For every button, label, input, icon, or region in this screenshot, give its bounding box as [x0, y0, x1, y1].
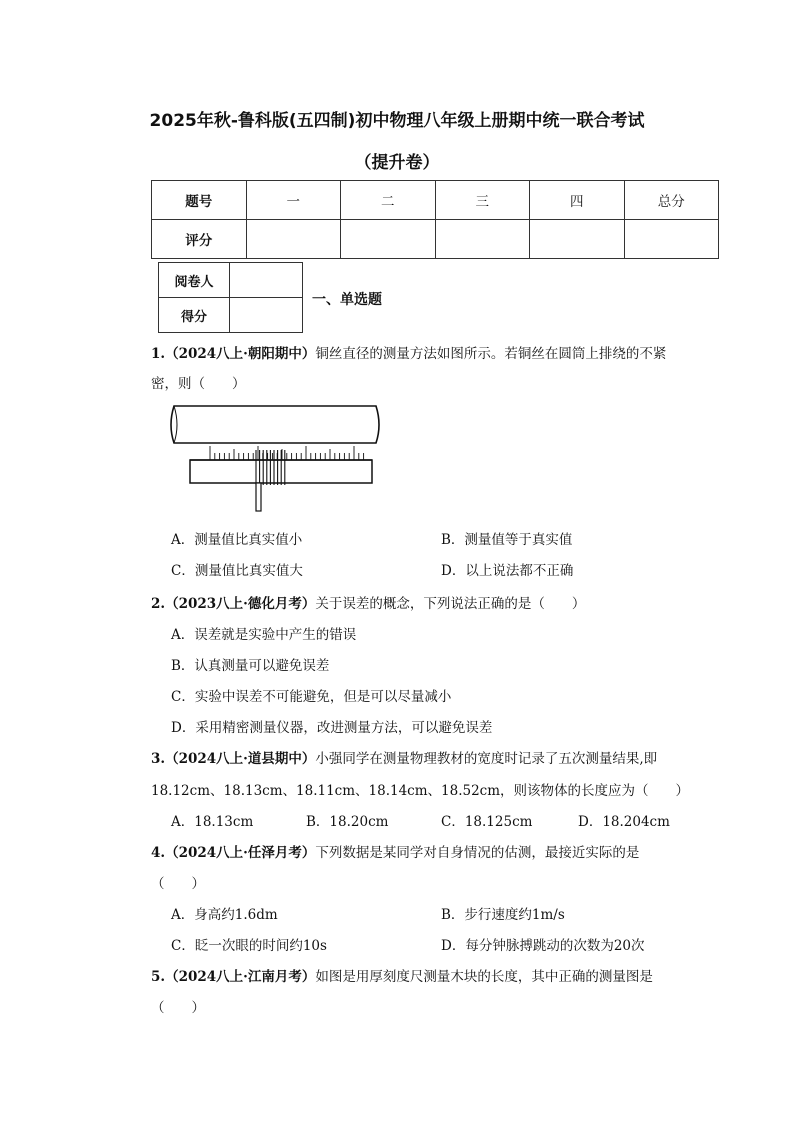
option-b: B．测量值等于真实值	[441, 532, 573, 548]
option-d: D．采用精密测量仪器，改进测量方法，可以避免误差	[171, 720, 493, 736]
question-number: 2.	[151, 596, 166, 612]
grader-cell	[230, 263, 303, 298]
grader-table	[158, 262, 303, 333]
option-a: A．18.13cm	[171, 814, 254, 830]
score-cell	[246, 220, 341, 259]
question-text: 铜丝直径的测量方法如图所示。若铜丝在圆筒上排绕的不紧	[315, 346, 667, 362]
score-table-header-row	[152, 181, 719, 220]
option-b: B．认真测量可以避免误差	[171, 658, 330, 674]
option-b: B．步行速度约1m/s	[441, 907, 565, 923]
question-text: 小强同学在测量物理教材的宽度时记录了五次测量结果,即	[315, 751, 658, 767]
question-text-cont: （ ）	[151, 1000, 205, 1016]
copper-wire-diagram	[168, 403, 382, 513]
option-b: B．18.20cm	[306, 814, 389, 830]
option-d: D．以上说法都不正确	[441, 563, 574, 579]
question-text: 关于误差的概念，下列说法正确的是（ ）	[315, 596, 586, 612]
question-text-cont: （ ）	[151, 876, 205, 892]
score-header-cell: 三	[435, 181, 530, 220]
exam-subtitle: （提升卷）	[354, 153, 440, 173]
question-5	[151, 965, 653, 985]
question-text: 下列数据是某同学对自身情况的估测，最接近实际的是	[315, 845, 640, 861]
score-table	[151, 180, 719, 259]
score-header-cell: 题号	[152, 181, 247, 220]
option-c: C．测量值比真实值大	[171, 563, 303, 579]
option-c: C．眨一次眼的时间约10s	[171, 938, 327, 954]
question-source: （2024八上·江南月考）	[165, 969, 316, 985]
exam-title: 2025年秋-鲁科版(五四制)初中物理八年级上册期中统一联合考试	[149, 111, 645, 131]
grade-label: 得分	[159, 298, 230, 333]
score-cell	[341, 220, 436, 259]
question-1	[151, 342, 666, 362]
score-header-cell: 一	[246, 181, 341, 220]
score-cell	[435, 220, 530, 259]
grade-cell	[230, 298, 303, 333]
grader-label: 阅卷人	[159, 263, 230, 298]
section-heading: 一、单选题	[312, 292, 382, 308]
option-a: A．测量值比真实值小	[171, 532, 303, 548]
question-number: 3.	[151, 751, 166, 767]
score-row-label: 评分	[152, 220, 247, 259]
score-header-cell: 二	[341, 181, 436, 220]
question-3	[151, 747, 657, 767]
question-text: 如图是用厚刻度尺测量木块的长度，其中正确的测量图是	[315, 969, 653, 985]
question-number: 1.	[151, 346, 166, 362]
question-source: （2024八上·道县期中）	[165, 751, 316, 767]
score-cell	[530, 220, 625, 259]
score-table-score-row	[152, 220, 719, 259]
question-2	[151, 592, 585, 612]
option-a: A．误差就是实验中产生的错误	[171, 627, 357, 643]
question-source: （2024八上·任泽月考）	[165, 845, 316, 861]
question-source: （2024八上·朝阳期中）	[165, 346, 316, 362]
score-header-cell: 总分	[624, 181, 719, 220]
score-cell	[624, 220, 719, 259]
option-d: D．每分钟脉搏跳动的次数为20次	[441, 938, 645, 954]
score-header-cell: 四	[530, 181, 625, 220]
option-a: A．身高约1.6dm	[171, 907, 278, 923]
option-c: C．实验中误差不可能避免，但是可以尽量减小	[171, 689, 452, 705]
question-number: 4.	[151, 845, 166, 861]
question-text-cont: 18.12cm、18.13cm、18.11cm、18.14cm、18.52cm，则该物体的长度应为（ ）	[151, 783, 690, 799]
question-number: 5.	[151, 969, 166, 985]
question-source: （2023八上·德化月考）	[165, 596, 316, 612]
question-4	[151, 841, 639, 861]
question-text-cont: 密，则（ ）	[151, 376, 246, 392]
option-c: C．18.125cm	[441, 814, 533, 830]
option-d: D．18.204cm	[578, 814, 670, 830]
